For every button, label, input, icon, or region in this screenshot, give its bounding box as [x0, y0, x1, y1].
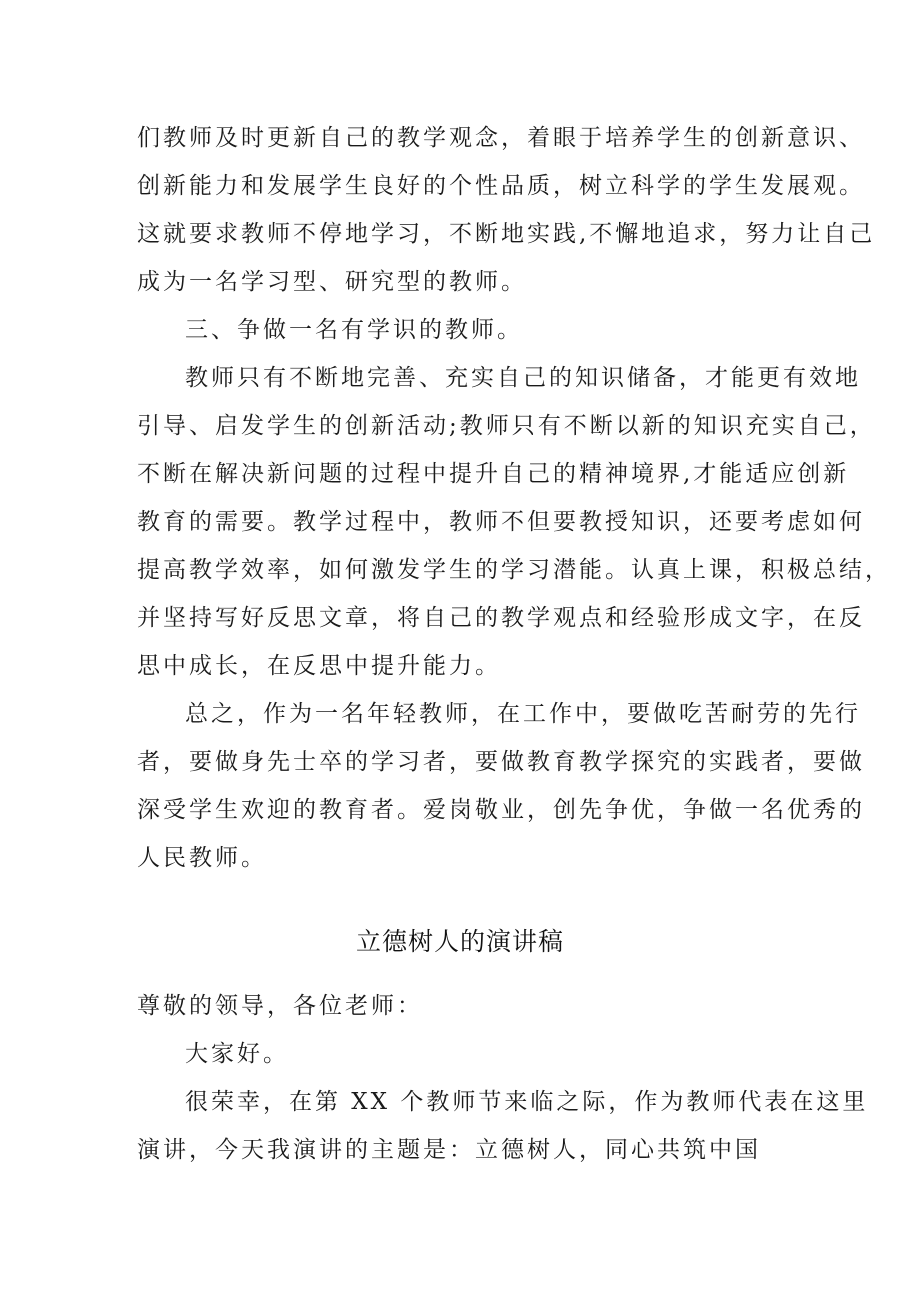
- paragraph-line: 演讲，今天我演讲的主题是：立德树人，同心共筑中国: [137, 1137, 761, 1163]
- speech-title: 立德树人的演讲稿: [355, 927, 564, 956]
- paragraph-line: 教育的需要。教学过程中，教师不但要教授知识，还要考虑如何: [137, 509, 865, 535]
- salutation-line: 尊敬的领导，各位老师：: [137, 993, 423, 1019]
- paragraph-line: 们教师及时更新自己的教学观念，着眼于培养学生的创新意识、: [137, 125, 865, 151]
- paragraph-line: 成为一名学习型、研究型的教师。: [137, 269, 527, 295]
- paragraph-line: 深受学生欢迎的教育者。爱岗敬业，创先争优，争做一名优秀的: [137, 797, 865, 823]
- paragraph-line: 这就要求教师不停地学习，不断地实践,不懈地追求，努力让自己: [137, 221, 876, 247]
- paragraph-line: 引导、启发学生的创新活动;教师只有不断以新的知识充实自己，: [137, 413, 876, 439]
- paragraph-line: 提高教学效率，如何激发学生的学习潜能。认真上课，积极总结，: [137, 557, 891, 583]
- paragraph-line: 总之，作为一名年轻教师，在工作中，要做吃苦耐劳的先行: [185, 701, 861, 727]
- paragraph-line: 很荣幸，在第 XX 个教师节来临之际，作为教师代表在这里: [185, 1089, 869, 1115]
- salutation: [137, 982, 802, 1030]
- paragraph-line: 并坚持写好反思文章，将自己的教学观点和经验形成文字，在反: [137, 605, 865, 631]
- paragraph-line: 创新能力和发展学生良好的个性品质，树立科学的学生发展观。: [137, 173, 865, 199]
- section-three-paragraph: [137, 354, 891, 690]
- greeting: [137, 1030, 802, 1078]
- paragraph-line: 不断在解决新问题的过程中提升自己的精神境界,才能适应创新: [137, 461, 850, 487]
- section-heading: 三、争做一名有学识的教师。: [185, 317, 523, 343]
- paragraph-line: 人民教师。: [137, 845, 267, 871]
- section-three-title: [137, 306, 802, 354]
- continuation-paragraph: [137, 114, 876, 306]
- paragraph-line: 思中成长，在反思中提升能力。: [137, 653, 501, 679]
- intro-paragraph: [137, 1078, 869, 1174]
- paragraph-line: 教师只有不断地完善、充实自己的知识储备，才能更有效地: [185, 365, 861, 391]
- greeting-line: 大家好。: [185, 1041, 289, 1067]
- paragraph-line: 者，要做身先士卒的学习者，要做教育教学探究的实践者，要做: [137, 749, 865, 775]
- conclusion-paragraph: [137, 690, 865, 882]
